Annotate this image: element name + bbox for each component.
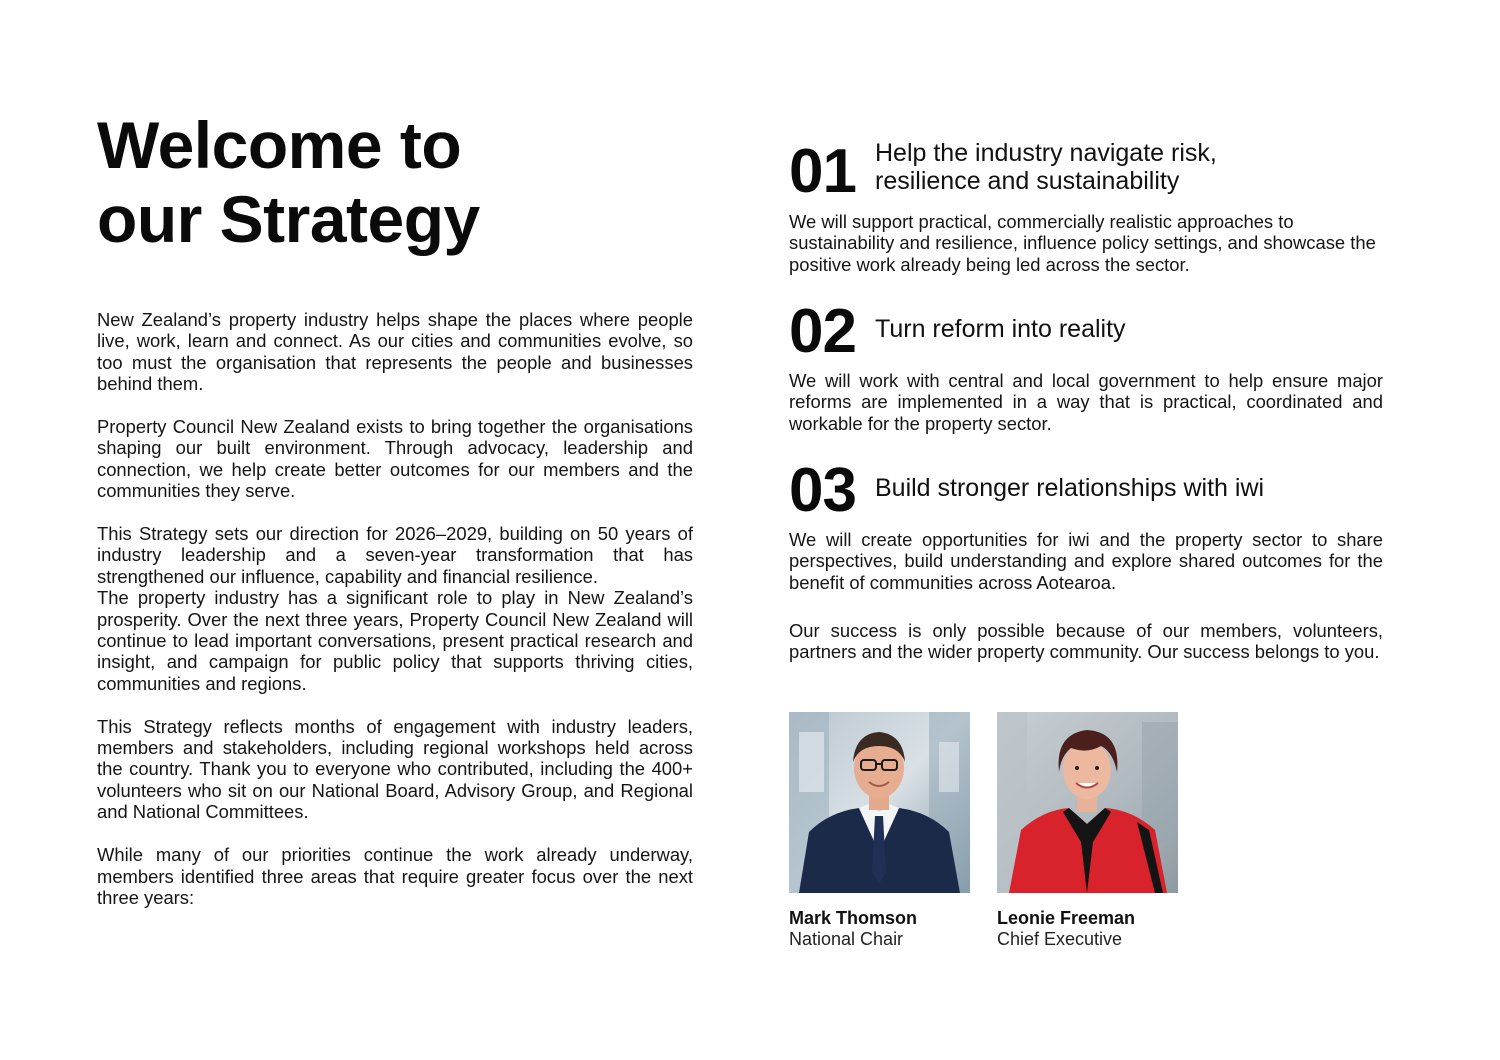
priority-number: 03: [789, 456, 856, 525]
page-title-line-2: our Strategy: [97, 182, 480, 256]
closing-statement: Our success is only possible because of our members, volunteers, partners and the wider property community. Our success belongs to you.: [789, 620, 1383, 663]
priority-heading-line-1: Turn reform into reality: [875, 315, 1126, 343]
leader-role: National Chair: [789, 929, 904, 949]
priority-body: We will support practical, commercially realistic approaches to sustainability and resilience, influence policy settings, and showcase the positive work already being led across the sector.: [789, 211, 1376, 275]
intro-paragraph-6: While many of our priorities continue the work already underway, members identified three areas that require greater focus over the next three years:: [97, 844, 693, 908]
priority-heading-line-1: Help the industry navigate risk,: [875, 139, 1217, 167]
page-title-line-1: Welcome to: [97, 108, 462, 182]
portrait-mark-thomson: [789, 712, 970, 893]
priority-body: We will work with central and local government to help ensure major reforms are implemented in a way that is practical, coordinated and workable for the property sector.: [789, 370, 1383, 434]
intro-paragraph-2: Property Council New Zealand exists to bring together the organisations shaping our built environment. Through advocacy, leadership and connection, we help create better outcomes for our members and the communities they serve.: [97, 416, 693, 502]
leader-name: Mark Thomson: [789, 908, 918, 928]
portrait-photo: [789, 712, 970, 893]
priority-heading: [875, 139, 1385, 195]
leader-name: Leonie Freeman: [997, 908, 1136, 928]
priority-number: 02: [789, 297, 856, 366]
intro-text: [97, 309, 693, 930]
priority-number: 01: [789, 137, 856, 206]
portrait-leonie-freeman: [997, 712, 1178, 893]
priority-heading-line-1: Build stronger relationships with iwi: [875, 474, 1265, 502]
portrait-photo: [997, 712, 1178, 893]
intro-paragraph-5: This Strategy reflects months of engagement with industry leaders, members and stakeholders, including regional workshops held across the country. Thank you to everyone who contributed, including the 400+ volunteers who sit on our National Board, Advisory Group, and Regional and National Committees.: [97, 715, 693, 823]
leader-card-mark-thomson: [789, 712, 970, 950]
intro-paragraph-4: The property industry has a significant role to play in New Zealand’s prosperity. Over the next three years, Property Council New Zealand will continue to lead important conversations, present practical research and insight, and campaign for public policy that supports thriving cities, communities and regions.: [97, 587, 693, 694]
leader-role: Chief Executive: [997, 929, 1123, 949]
page-title: [97, 108, 657, 256]
intro-paragraph-3: This Strategy sets our direction for 2026–2029, building on 50 years of industry leadership and a seven-year transformation that has strengthened our influence, capability and financial resilience.: [97, 523, 693, 587]
intro-paragraph-1: New Zealand’s property industry helps shape the places where people live, work, learn and connect. As our cities and communities evolve, so too must the organisation that represents the people and businesses behind them.: [97, 309, 693, 395]
priority-heading-line-2: resilience and sustainability: [875, 167, 1180, 195]
leader-card-leonie-freeman: [997, 712, 1178, 950]
priority-body: We will create opportunities for iwi and the property sector to share perspectives, build understanding and explore shared outcomes for the benefit of communities across Aotearoa.: [789, 529, 1383, 593]
priority-heading: [875, 315, 1385, 343]
priority-heading: [875, 474, 1385, 502]
